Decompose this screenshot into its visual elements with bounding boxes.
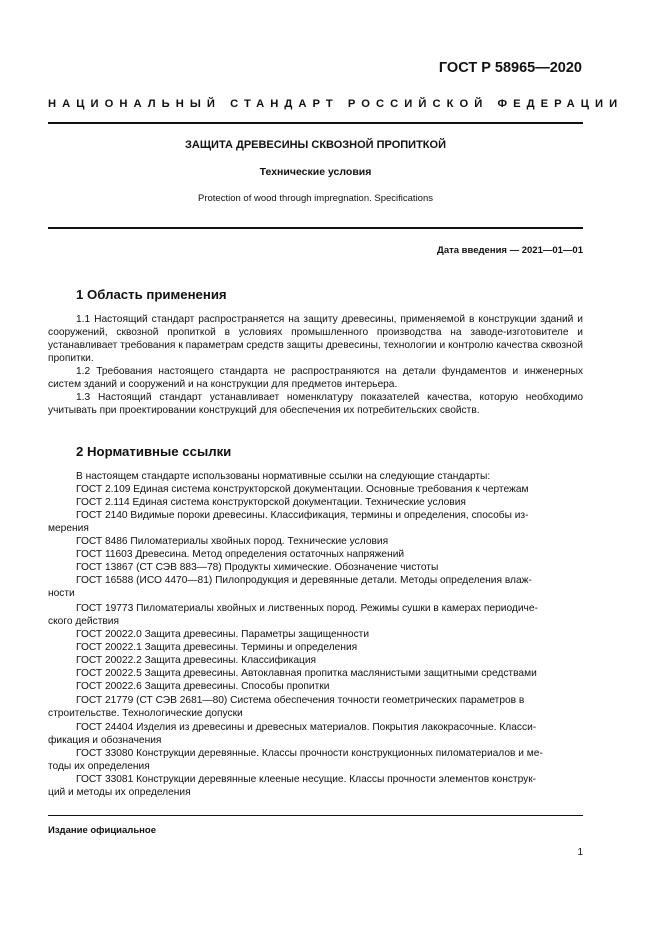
reference-line: ГОСТ 8486 Пиломатериалы хвойных пород. Технические условия	[76, 536, 389, 547]
document-number: ГОСТ Р 58965—2020	[438, 60, 582, 76]
reference-line: ГОСТ 19773 Пиломатериалы хвойных и лиственных пород. Режимы сушки в камерах периодиче-	[76, 603, 538, 614]
paragraph-1-3: 1.3 Настоящий стандарт устанавливает номенклатуру показателей качества, которую необходимо учитывать при проектировании конструкций для обеспечения их потребительских свойств.	[48, 392, 583, 416]
section-1-body	[48, 313, 583, 417]
reference-line: ГОСТ 11603 Древесина. Метод определения остаточных напряжений	[76, 549, 405, 560]
standard-title: ЗАЩИТА ДРЕВЕСИНЫ СКВОЗНОЙ ПРОПИТКОЙ	[185, 139, 446, 151]
reference-line: строительстве. Технологические допуски	[48, 708, 243, 719]
reference-line: ГОСТ 13867 (СТ СЭВ 883—78) Продукты химические. Обозначение чистоты	[76, 562, 439, 573]
standard-subtitle: Технические условия	[259, 166, 372, 178]
page-number: 1	[577, 847, 583, 858]
section-2-heading: 2 Нормативные ссылки	[76, 444, 232, 459]
reference-line: ГОСТ 24404 Изделия из древесины и древесных материалов. Покрытия лакокрасочные. Класси-	[76, 722, 537, 733]
reference-line: ГОСТ 20022.5 Защита древесины. Автоклавная пропитка маслянистыми защитными средствами	[76, 668, 537, 679]
reference-line: ского действия	[48, 616, 119, 627]
reference-line: ГОСТ 16588 (ИСО 4470—81) Пилопродукция и деревянные детали. Методы определения влаж-	[76, 575, 532, 586]
paragraph-1-1: 1.1 Настоящий стандарт распространяется на защиту древесины, применяемой в конструкции зданий и сооружений, сквозной пропиткой в условиях промышленного производства на заводе-изготовителе и устанавливает требования к параметрам средств защиты древесины, технологии и контролю качества сквозной пропитки.	[48, 314, 583, 364]
top-divider	[48, 122, 583, 124]
reference-line: ГОСТ 2.109 Единая система конструкторской документации. Основные требования к чертежам	[76, 484, 529, 495]
reference-line: ГОСТ 20022.2 Защита древесины. Классификация	[76, 655, 317, 666]
reference-line: ГОСТ 33080 Конструкции деревянные. Классы прочности конструкционных пиломатериалов и ме-	[76, 748, 543, 759]
reference-line: ГОСТ 20022.6 Защита древесины. Способы пропитки	[76, 681, 330, 692]
reference-line: фикация и обозначения	[48, 735, 162, 746]
reference-line: тоды их определения	[48, 761, 150, 772]
reference-line: ГОСТ 33081 Конструкции деревянные клееные несущие. Классы прочности элементов конструк-	[76, 774, 537, 785]
paragraph-1-2: 1.2 Требования настоящего стандарта не распространяются на детали фундаментов и инженерных систем зданий и сооружений и на конструкции для предметов интерьера.	[48, 366, 583, 390]
reference-line: ГОСТ 21779 (СТ СЭВ 2681—80) Система обеспечения точности геометрических параметров в	[76, 695, 525, 706]
footer-divider	[48, 815, 583, 816]
reference-line: ности	[48, 588, 75, 599]
introduction-date: Дата введения — 2021—01—01	[437, 245, 583, 256]
reference-line: ГОСТ 20022.0 Защита древесины. Параметры защищенности	[76, 629, 370, 640]
reference-line: мерения	[48, 523, 89, 534]
reference-line: ГОСТ 2.114 Единая система конструкторской документации. Технические условия	[76, 497, 466, 508]
official-edition-label: Издание официальное	[48, 825, 156, 836]
reference-line: ций и методы их определения	[48, 787, 191, 798]
reference-line: ГОСТ 20022.1 Защита древесины. Термины и определения	[76, 642, 358, 653]
reference-line: В настоящем стандарте использованы нормативные ссылки на следующие стандарты:	[76, 471, 491, 482]
reference-line: ГОСТ 2140 Видимые пороки древесины. Классификация, термины и определения, способы из-	[76, 510, 529, 521]
english-title: Protection of wood through impregnation. Specifications	[198, 193, 433, 204]
middle-divider	[48, 227, 583, 229]
section-1-heading: 1 Область применения	[76, 287, 227, 302]
national-standard-banner: НАЦИОНАЛЬНЫЙ СТАНДАРТ РОССИЙСКОЙ ФЕДЕРАЦИИ	[48, 98, 624, 110]
